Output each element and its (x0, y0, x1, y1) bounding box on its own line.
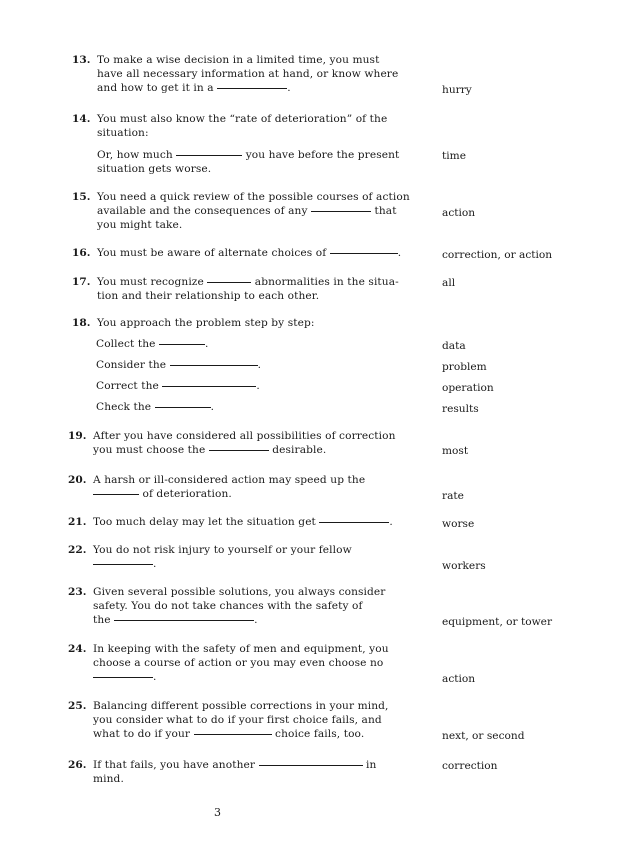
item-text: If that fails, you have another in (93, 759, 377, 771)
step-text: Consider the . (96, 359, 262, 371)
item-number: 23. (68, 586, 87, 598)
item-text: situation gets worse. (97, 163, 212, 175)
item-text: and how to get it in a . (97, 82, 291, 94)
answer-blank[interactable] (259, 765, 363, 766)
answer-blank[interactable] (209, 450, 269, 451)
item-text: available and the consequences of any that (97, 205, 397, 217)
step-text: Correct the . (96, 380, 260, 392)
answer-key: hurry (442, 84, 472, 96)
answer-blank[interactable] (176, 155, 242, 156)
item-number: 21. (68, 516, 87, 528)
item-text: Balancing different possible corrections in your mind, (93, 700, 389, 712)
item-text: You must also know the “rate of deterioration” of the (97, 113, 388, 125)
answer-key: most (442, 445, 469, 457)
answer-key: time (442, 150, 466, 162)
answer-key: equipment, or tower (442, 616, 553, 628)
answer-key: data (442, 340, 466, 352)
item-text: . (93, 557, 156, 571)
answer-key: problem (442, 361, 487, 373)
item-text: After you have considered all possibilities of correction (93, 430, 396, 442)
item-text: . (93, 670, 156, 684)
item-text: You must be aware of alternate choices of . (97, 247, 402, 259)
item-text: the . (93, 614, 258, 626)
answer-key: rate (442, 490, 464, 502)
item-text: Too much delay may let the situation get . (93, 516, 393, 528)
page-number: 3 (214, 806, 221, 819)
answer-key: operation (442, 382, 494, 394)
item-text: Given several possible solutions, you always consider (93, 586, 386, 598)
answer-blank[interactable] (194, 734, 272, 735)
item-text: you might take. (97, 219, 183, 231)
answer-blank[interactable] (159, 344, 205, 345)
item-number: 17. (72, 276, 91, 288)
answer-blank[interactable] (330, 253, 398, 254)
item-number: 14. (72, 113, 91, 125)
item-text: have all necessary information at hand, or know where (97, 68, 399, 80)
item-number: 24. (68, 643, 87, 655)
item-text: you must choose the desirable. (93, 444, 327, 456)
answer-blank[interactable] (170, 365, 258, 366)
answer-blank[interactable] (311, 211, 371, 212)
answer-key: next, or second (442, 730, 525, 742)
step-text: Check the . (96, 401, 215, 413)
item-number: 26. (68, 759, 87, 771)
answer-key: workers (442, 560, 486, 572)
answer-blank[interactable] (319, 522, 389, 523)
answer-blank[interactable] (155, 407, 211, 408)
item-number: 15. (72, 191, 91, 203)
item-text: choose a course of action or you may even choose no (93, 657, 384, 669)
answer-blank[interactable] (217, 88, 287, 89)
item-text: safety. You do not take chances with the safety of (93, 600, 363, 612)
item-text: Or, how much you have before the present (97, 149, 400, 161)
answer-blank[interactable] (93, 564, 153, 565)
item-text: To make a wise decision in a limited time, you must (97, 54, 380, 66)
item-text: A harsh or ill-considered action may speed up the (93, 474, 366, 486)
answer-key: action (442, 207, 476, 219)
item-number: 13. (72, 54, 91, 66)
item-text: In keeping with the safety of men and equipment, you (93, 643, 389, 655)
answer-key: worse (442, 518, 475, 530)
answer-key: correction (442, 760, 498, 772)
answer-blank[interactable] (162, 386, 256, 387)
item-text: You approach the problem step by step: (97, 317, 315, 329)
answer-key: correction, or action (442, 249, 553, 261)
item-number: 20. (68, 474, 87, 486)
item-number: 18. (72, 317, 91, 329)
item-number: 25. (68, 700, 87, 712)
item-number: 16. (72, 247, 91, 259)
answer-blank[interactable] (114, 620, 254, 621)
item-text: you consider what to do if your first choice fails, and (93, 714, 382, 726)
answer-key: action (442, 673, 476, 685)
item-number: 22. (68, 544, 87, 556)
answer-blank[interactable] (93, 677, 153, 678)
answer-blank[interactable] (207, 282, 251, 283)
step-text: Collect the . (96, 338, 209, 350)
answer-key: all (442, 277, 456, 289)
item-text: tion and their relationship to each other. (97, 290, 320, 302)
item-text: You need a quick review of the possible courses of action (97, 191, 410, 203)
item-text: of deterioration. (93, 487, 232, 501)
item-text: situation: (97, 127, 149, 139)
item-text: what to do if your choice fails, too. (93, 728, 365, 740)
answer-key: results (442, 403, 479, 415)
item-number: 19. (68, 430, 87, 442)
item-text: mind. (93, 773, 124, 785)
item-text: You do not risk injury to yourself or your fellow (93, 544, 352, 556)
answer-blank[interactable] (93, 494, 139, 495)
item-text: You must recognize abnormalities in the situa- (97, 276, 399, 288)
